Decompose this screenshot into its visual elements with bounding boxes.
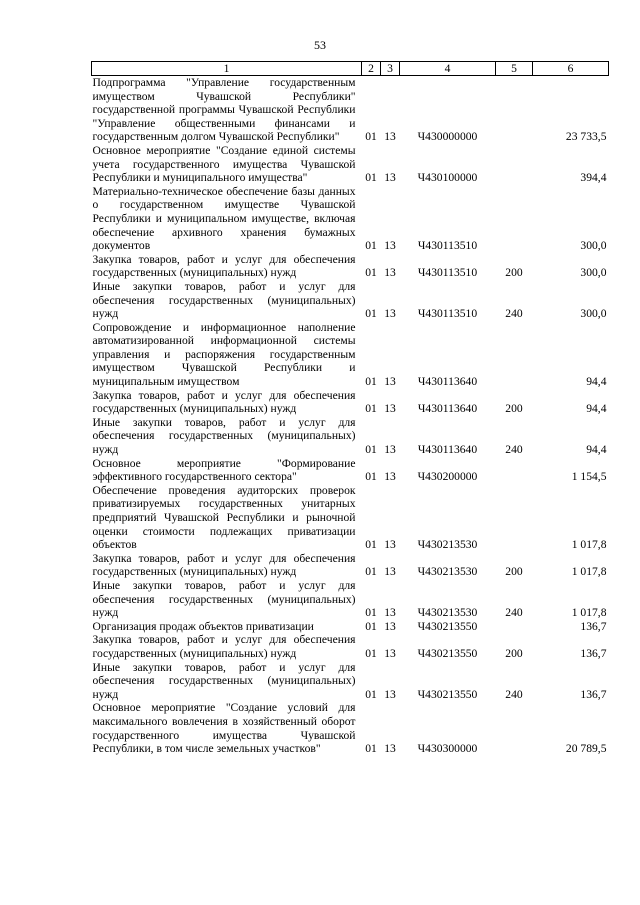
row-amount: 300,0	[580, 239, 607, 253]
row-section: 01	[365, 171, 377, 185]
row-target-code: Ч430300000	[417, 742, 478, 756]
row-section: 01	[365, 130, 377, 144]
row-subsection: 13	[384, 470, 396, 484]
row-subsection: 13	[384, 687, 396, 701]
table-row	[92, 321, 609, 389]
row-name: Основное мероприятие "Создание единой системы учета государственного имущества Чувашской Республики и муниципального имущества"	[92, 143, 356, 185]
row-subsection: 13	[384, 565, 396, 579]
table-row	[92, 484, 609, 552]
row-name: Обеспечение проведения аудиторских проверок приватизируемых государственных унитарных предприятий Чувашской Республики и рыночной оценки стоимости подлежащих приватизации объектов	[92, 483, 356, 552]
row-amount: 136,7	[580, 619, 607, 633]
row-section: 01	[365, 742, 377, 756]
row-target-code: Ч430213550	[417, 646, 478, 660]
row-target-code: Ч430113510	[417, 266, 478, 280]
row-target-code: Ч430113640	[417, 402, 478, 416]
table-row	[92, 457, 609, 484]
row-target-code: Ч430000000	[417, 130, 478, 144]
row-expense-type	[496, 185, 533, 253]
row-name: Основное мероприятие "Создание условий для максимального вовлечения в хозяйственный оборот государственного имущества Чувашской Республики, в том числе земельных участков"	[92, 701, 356, 756]
row-expense-type	[496, 701, 533, 755]
row-name: Иные закупки товаров, работ и услуг для обеспечения государственных (муниципальных) нужд	[92, 660, 356, 701]
row-expense-type	[496, 76, 533, 144]
row-expense-type: 200	[505, 565, 523, 579]
header-col-4: 4	[400, 62, 496, 76]
row-section: 01	[365, 470, 377, 484]
row-expense-type: 240	[505, 687, 523, 701]
row-name: Организация продаж объектов приватизации	[92, 619, 314, 633]
header-col-3: 3	[381, 62, 400, 76]
row-section: 01	[365, 687, 377, 701]
row-expense-type: 200	[505, 266, 523, 280]
row-target-code: Ч430213550	[417, 687, 478, 701]
table-row	[92, 701, 609, 755]
row-subsection: 13	[384, 266, 396, 280]
row-target-code: Ч430213530	[417, 538, 478, 552]
row-section: 01	[365, 565, 377, 579]
table-row	[92, 389, 609, 416]
table-row	[92, 661, 609, 702]
table-row	[92, 144, 609, 185]
row-subsection: 13	[384, 239, 396, 253]
row-amount: 1 017,8	[571, 606, 607, 620]
header-col-5: 5	[496, 62, 533, 76]
row-subsection: 13	[384, 171, 396, 185]
row-name: Сопровождение и информационное наполнение автоматизированной информационной системы управления и распоряжения государственным имуществом Чувашской Республики и муниципальным имуществом	[92, 320, 356, 389]
row-amount: 94,4	[586, 443, 607, 457]
row-amount: 136,7	[580, 687, 607, 701]
row-target-code: Ч430113510	[417, 239, 478, 253]
row-name: Иные закупки товаров, работ и услуг для обеспечения государственных (муниципальных) нужд	[92, 578, 356, 620]
row-name: Материально-техническое обеспечение базы данных о государственном имуществе Чувашской Республики и муниципальном имуществе, включая обеспечение архивного хранения бумажных документов	[92, 184, 356, 253]
row-name: Закупка товаров, работ и услуг для обеспечения государственных (муниципальных) нужд	[92, 252, 356, 280]
row-subsection: 13	[384, 402, 396, 416]
header-col-1: 1	[92, 62, 362, 76]
row-name: Закупка товаров, работ и услуг для обеспечения государственных (муниципальных) нужд	[92, 633, 356, 660]
row-amount: 136,7	[580, 646, 607, 660]
table-row	[92, 280, 609, 321]
row-expense-type	[496, 484, 533, 552]
header-col-6: 6	[533, 62, 609, 76]
row-subsection: 13	[384, 375, 396, 389]
row-amount: 1 017,8	[571, 565, 607, 579]
row-name: Подпрограмма "Управление государственным имуществом Чувашской Республики" государственной программы Чувашской Республики "Управление общественными финансами и государственным долгом Чувашской Республики"	[92, 76, 356, 144]
table-row	[92, 633, 609, 660]
row-amount: 20 789,5	[565, 742, 607, 756]
row-subsection: 13	[384, 619, 396, 633]
row-subsection: 13	[384, 646, 396, 660]
budget-table	[91, 61, 609, 756]
table-row	[92, 620, 609, 634]
row-target-code: Ч430200000	[417, 470, 478, 484]
row-section: 01	[365, 646, 377, 660]
table-row	[92, 253, 609, 280]
row-expense-type	[496, 457, 533, 484]
row-target-code: Ч430113510	[417, 307, 478, 321]
row-section: 01	[365, 402, 377, 416]
row-name: Закупка товаров, работ и услуг для обеспечения государственных (муниципальных) нужд	[92, 388, 356, 416]
row-expense-type	[496, 321, 533, 389]
row-subsection: 13	[384, 307, 396, 321]
page-number: 53	[314, 38, 326, 52]
table-row	[92, 416, 609, 457]
table-row	[92, 185, 609, 253]
row-section: 01	[365, 443, 377, 457]
row-target-code: Ч430100000	[417, 171, 478, 185]
row-amount: 23 733,5	[565, 130, 607, 144]
row-amount: 1 017,8	[571, 538, 607, 552]
row-section: 01	[365, 307, 377, 321]
row-target-code: Ч430213530	[417, 565, 478, 579]
row-section: 01	[365, 606, 377, 620]
row-amount: 394,4	[580, 171, 607, 185]
row-expense-type	[496, 620, 533, 634]
row-target-code: Ч430213550	[417, 619, 478, 633]
row-amount: 94,4	[586, 402, 607, 416]
row-subsection: 13	[384, 538, 396, 552]
row-amount: 300,0	[580, 266, 607, 280]
row-section: 01	[365, 375, 377, 389]
row-subsection: 13	[384, 443, 396, 457]
row-amount: 94,4	[586, 375, 607, 389]
row-amount: 300,0	[580, 307, 607, 321]
row-target-code: Ч430113640	[417, 375, 478, 389]
row-section: 01	[365, 538, 377, 552]
row-section: 01	[365, 266, 377, 280]
table-row	[92, 579, 609, 620]
row-amount: 1 154,5	[571, 470, 607, 484]
row-name: Иные закупки товаров, работ и услуг для обеспечения государственных (муниципальных) нужд	[92, 279, 356, 321]
row-expense-type: 240	[505, 443, 523, 457]
table-row	[92, 76, 609, 144]
row-subsection: 13	[384, 742, 396, 756]
row-section: 01	[365, 239, 377, 253]
row-expense-type	[496, 144, 533, 185]
row-section: 01	[365, 619, 377, 633]
header-row	[92, 62, 609, 76]
table-row	[92, 552, 609, 579]
row-subsection: 13	[384, 606, 396, 620]
row-name: Основное мероприятие "Формирование эффективного государственного сектора"	[92, 456, 356, 484]
row-expense-type: 240	[505, 606, 523, 620]
header-col-2: 2	[362, 62, 381, 76]
row-expense-type: 200	[505, 646, 523, 660]
row-expense-type: 200	[505, 402, 523, 416]
row-name: Закупка товаров, работ и услуг для обеспечения государственных (муниципальных) нужд	[92, 551, 356, 579]
row-target-code: Ч430213530	[417, 606, 478, 620]
row-target-code: Ч430113640	[417, 443, 478, 457]
row-subsection: 13	[384, 130, 396, 144]
row-expense-type: 240	[505, 307, 523, 321]
row-name: Иные закупки товаров, работ и услуг для обеспечения государственных (муниципальных) нужд	[92, 415, 356, 457]
